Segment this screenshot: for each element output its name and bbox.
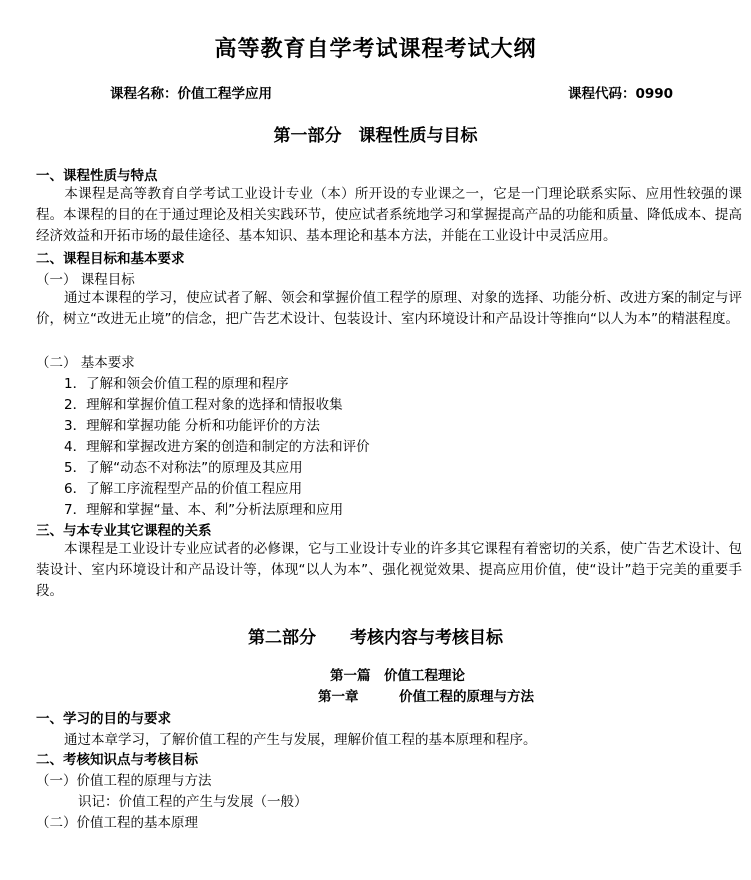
- requirement-item: 1．了解和领会价值工程的原理和程序: [64, 376, 289, 392]
- part1-title: 第一部分 课程性质与目标: [273, 126, 478, 146]
- chapter-section2-sub1-item: 识记：价值工程的产生与发展（一般）: [78, 794, 308, 810]
- section2-sub1-text: 通过本课程的学习，使应试者了解、领会和掌握价值工程学的原理、对象的选择、功能分析、改进方案的制定与评价，树立“改进无止境”的信念，把广告艺术设计、包装设计、室内环境设计和产品设计等推向“以人为本”的精湛程度。: [36, 290, 742, 327]
- chapter-part-title: 第一篇 价值工程理论: [330, 668, 465, 684]
- requirement-item: 7．理解和掌握“量、本、利”分析法原理和应用: [64, 502, 344, 518]
- section1-text: 本课程是高等教育自学考试工业设计专业（本）所开设的专业课之一，它是一门理论联系实际、应用性较强的课程。本课程的目的在于通过理论及相关实践环节，使应试者系统地学习和掌握提高产品的功能和质量、降低成本、提高经济效益和开拓市场的最佳途径、基本知识、基本理论和基本方法，并能在工业设计中灵活应用。: [36, 186, 742, 244]
- chapter-title: 第一章 价值工程的原理与方法: [318, 689, 534, 705]
- section2-heading: 二、课程目标和基本要求: [36, 251, 185, 267]
- chapter-section1-text: 通过本章学习，了解价值工程的产生与发展，理解价值工程的基本原理和程序。: [64, 732, 537, 748]
- section2-sub1: （一） 课程目标: [36, 272, 135, 288]
- section3-text: 本课程是工业设计专业应试者的必修课，它与工业设计专业的许多其它课程有着密切的关系，使广告艺术设计、包装设计、室内环境设计和产品设计等，体现“以人为本”、强化视觉效果、提高应用价值，使“设计”趋于完美的重要手段。: [36, 541, 742, 599]
- chapter-section2-sub2: （二）价值工程的基本原理: [36, 815, 198, 831]
- section1-paragraph: [36, 184, 742, 247]
- section1-heading: 一、课程性质与特点: [36, 168, 158, 184]
- section2-sub1-paragraph: [36, 288, 742, 330]
- chapter-section1-heading: 一、学习的目的与要求: [36, 711, 171, 727]
- requirement-item: 2．理解和掌握价值工程对象的选择和情报收集: [64, 397, 343, 413]
- section2-sub2: （二） 基本要求: [36, 355, 135, 371]
- section3-paragraph: [36, 539, 742, 602]
- requirement-item: 5．了解“动态不对称法”的原理及其应用: [64, 460, 303, 476]
- course-code: 课程代码：0990: [568, 86, 674, 102]
- requirement-item: 4．理解和掌握改进方案的创造和制定的方法和评价: [64, 439, 370, 455]
- document-title: 高等教育自学考试课程考试大纲: [214, 37, 537, 62]
- section3-heading: 三、与本专业其它课程的关系: [36, 523, 212, 539]
- part2-title: 第二部分 考核内容与考核目标: [248, 628, 503, 648]
- course-name: 课程名称：价值工程学应用: [110, 86, 272, 102]
- requirement-item: 6．了解工序流程型产品的价值工程应用: [64, 481, 303, 497]
- requirement-item: 3．理解和掌握功能 分析和功能评价的方法: [64, 418, 320, 434]
- chapter-section2-sub1: （一）价值工程的原理与方法: [36, 773, 212, 789]
- chapter-section2-heading: 二、考核知识点与考核目标: [36, 752, 198, 768]
